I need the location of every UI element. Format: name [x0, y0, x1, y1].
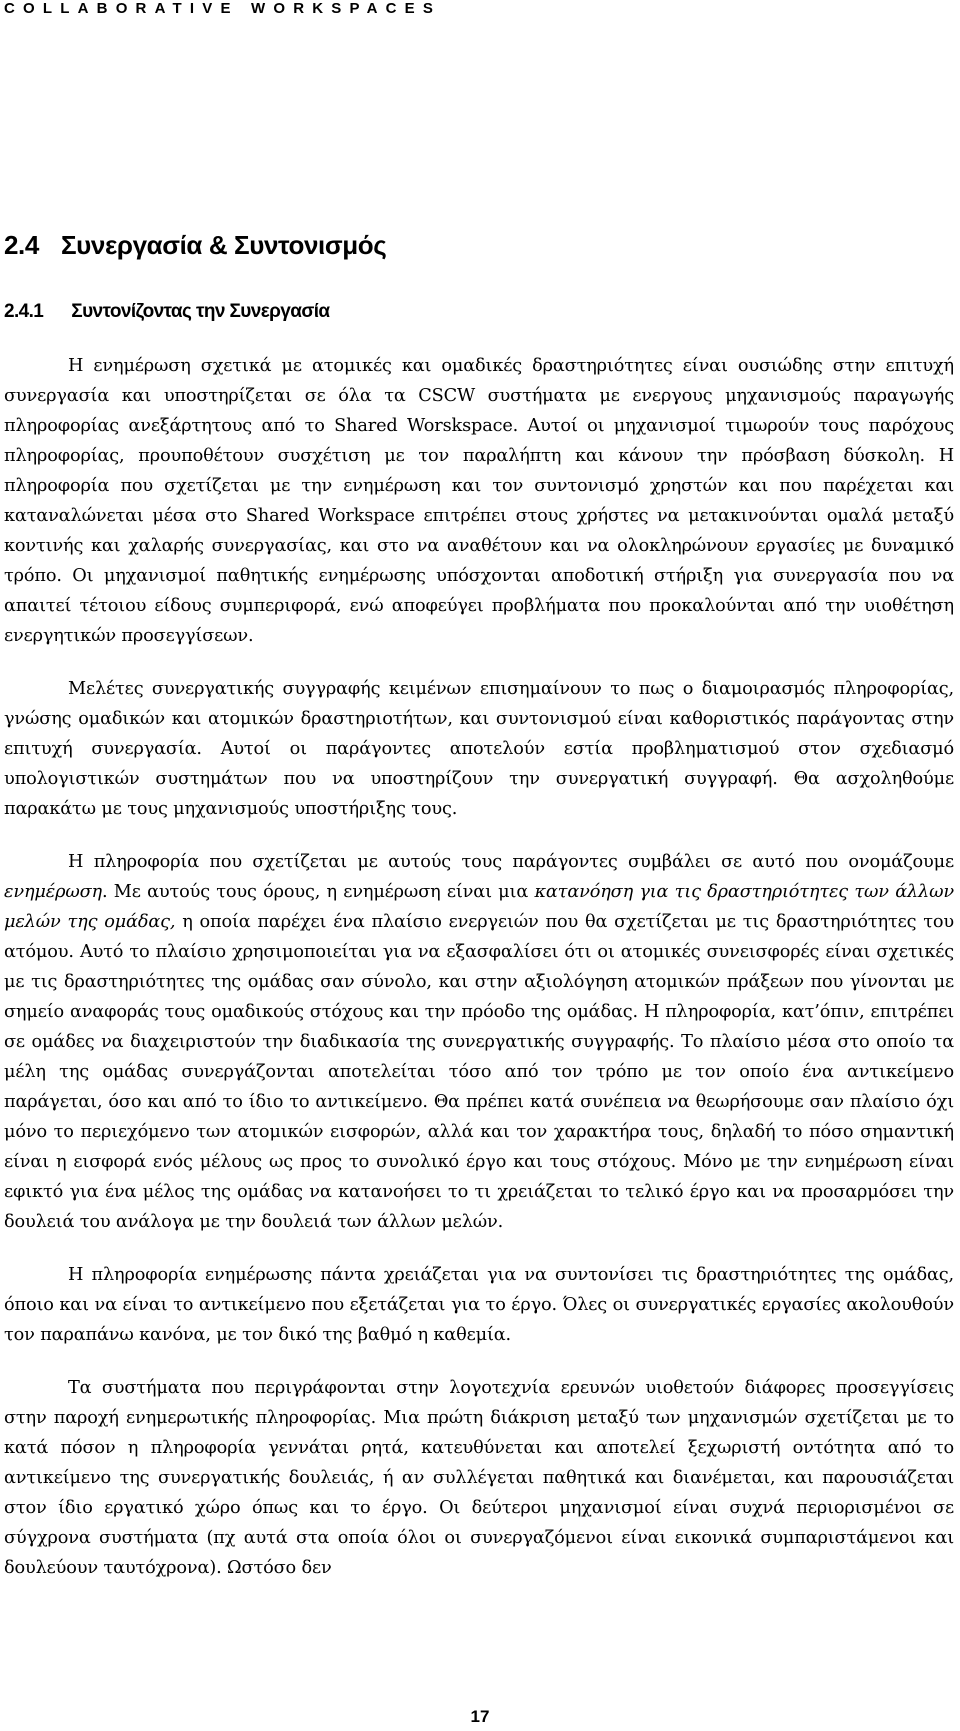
section-title: Συνεργασία & Συντονισμός [60, 230, 387, 260]
page-number: 17 [470, 1707, 490, 1726]
subsection-number: 2.4.1 [4, 301, 44, 322]
paragraph-text: Η ενημέρωση σχετικά με ατομικές και ομαδικές δραστηριότητες είναι ουσιώδης στην επιτυχή συνεργασία και υποστηρίζεται σε όλα τα CSCW συστήματα με ενεργους μηχανισμούς παραγωγής πληροφορίας ανεξάρτητους από το Shared Worskspace. Αυτοί οι μηχανισμοί τιμωρούν τους παρόχους πληροφορίας, προυποθέτουν συσχέτιση με τον παραλήπτη και κάνουν την πρόσβαση δύσκολη. Η πληροφορία που σχετίζεται με την ενημέρωση και τον συντονισμό χρηστών και που παρέχεται και καταναλώνεται μέσα στο Shared Workspace επιτρέπει στους χρήστες να μετακινούνται ομαλά μεταξύ κοντινής και χαλαρής συνεργασίας, και στο να αναθέτουν και να ολοκληρώνουν εργασίες με δυναμικό τρόπο. Οι μηχανισμοί παθητικής ενημέρωσης υπόσχονται αποδοτική στήριξη για συνεργασία που να απαιτεί τέτοιου είδους συμπεριφορά, ενώ αποφεύγει προβλήματα που προκαλούνται από την υιοθέτηση ενεργητικών προσεγγίσεων. [4, 356, 954, 646]
paragraph [4, 674, 954, 824]
paragraph [4, 1373, 954, 1583]
body-text [4, 351, 954, 1606]
italic-definition: κατανόηση για τις δραστηριότητες των άλλων μελών της ομάδας, [4, 882, 954, 932]
section-heading [4, 228, 386, 262]
italic-term: ενημέρωση [4, 882, 102, 902]
paragraph [4, 351, 954, 651]
paragraph-text: Η πληροφορία ενημέρωσης πάντα χρειάζεται για να συντονίσει τις δραστηριότητες της ομάδας, όποιο και να είναι το αντικείμενο που εξετάζεται για το έργο. Όλες οι συνεργατικές εργασίες ακολουθούν τον παραπάνω κανόνα, με τον δικό της βαθμό η καθεμία. [4, 1265, 954, 1345]
paragraph-text: η οποία παρέχει ένα πλαίσιο ενεργειών που θα σχετίζεται με τις δραστηριότητες του ατόμου. Αυτό το πλαίσιο χρησιμοποιείται για να εξασφαλίσει ότι οι ατομικές συνεισφορές είναι σχετικές με τις δραστηριότητες της ομάδας σαν σύνολο, και στην αξιολόγηση ατομικών πράξεων που γίνονται με σημείο αναφοράς τους ομαδικούς στόχους και την πρόοδο της ομάδας. Η πληροφορία, κατ’όπιν, επιτρέπει σε ομάδες να διαχειριστούν την διαδικασία της συνεργατικής συγγραφής. Το πλαίσιο μέσα στο οποίο τα μέλη της ομάδας συνεργάζονται αποτελείται τόσο από τον τρόπο με τον οποίο ένα αντικείμενο παράγεται, όσο και από το ίδιο το αντικείμενο. Θα πρέπει κατά συνέπεια να θεωρήσουμε σαν πλαίσιο όχι μόνο το περιεχόμενο των ατομικών εισφορών, αλλά και τον χαρακτήρα τους, δηλαδή το πόσο σημαντική είναι η εισφορά ενός μέλους ως προς το συνολικό έργο και τους στόχους. Μόνο με την ενημέρωση είναι εφικτό για ένα μέλος της ομάδας να κατανοήσει το τι χρειάζεται το τελικό έργο και να προσαρμόσει την δουλειά του ανάλογα με την δουλειά των άλλων μελών. [4, 912, 954, 1232]
paragraph [4, 1260, 954, 1350]
paragraph [4, 847, 954, 1237]
subsection-heading [4, 299, 329, 325]
section-number: 2.4 [4, 230, 39, 260]
paragraph-text: . Με αυτούς τους όρους, η ενημέρωση είναι μια [101, 882, 535, 902]
paragraph-text: Τα συστήματα που περιγράφονται στην λογοτεχνία ερευνών υιοθετούν διάφορες προσεγγίσεις στην παροχή ενημερωτικής πληροφορίας. Μια πρώτη διάκριση μεταξύ των μηχανισμών σχετίζεται με το κατά πόσον η πληροφορία γεννάται ρητά, κατευθύνεται και αποτελεί ξεχωριστή οντότητα από το αντικείμενο της συνεργατικής δουλειάς, ή αν συλλέγεται παθητικά και διανέμεται, και παρουσιάζεται στον ίδιο εργατικό χώρο όπως και το έργο. Οι δεύτεροι μηχανισμοί είναι συχνά περιορισμένοι σε σύγχρονα συστήματα (πχ αυτά στα οποία όλοι οι συνεργαζόμενοι είναι εικονικά συμπαριστάμενοι και δουλεύουν ταυτόχρονα). Ωστόσο δεν [4, 1378, 954, 1578]
running-header: COLLABORATIVE WORKSPACES [4, 0, 442, 17]
paragraph-text: Η πληροφορία που σχετίζεται με αυτούς τους παράγοντες συμβάλει σε αυτό που ονομάζουμε [68, 852, 954, 872]
subsection-title: Συντονίζοντας την Συνεργασία [71, 301, 330, 322]
paragraph-text: Μελέτες συνεργατικής συγγραφής κειμένων επισημαίνουν το πως ο διαμοιρασμός πληροφορίας, γνώσης ομαδικών και ατομικών δραστηριοτήτων, και συντονισμού είναι καθοριστικός παράγοντας στην επιτυχή συνεργασία. Αυτοί οι παράγοντες αποτελούν εστία προβληματισμού στον σχεδιασμό υπολογιστικών συστημάτων που να υποστηρίζουν την συνεργατική συγγραφή. Θα ασχοληθούμε παρακάτω με τους μηχανισμούς υποστήριξης τους. [4, 679, 954, 819]
